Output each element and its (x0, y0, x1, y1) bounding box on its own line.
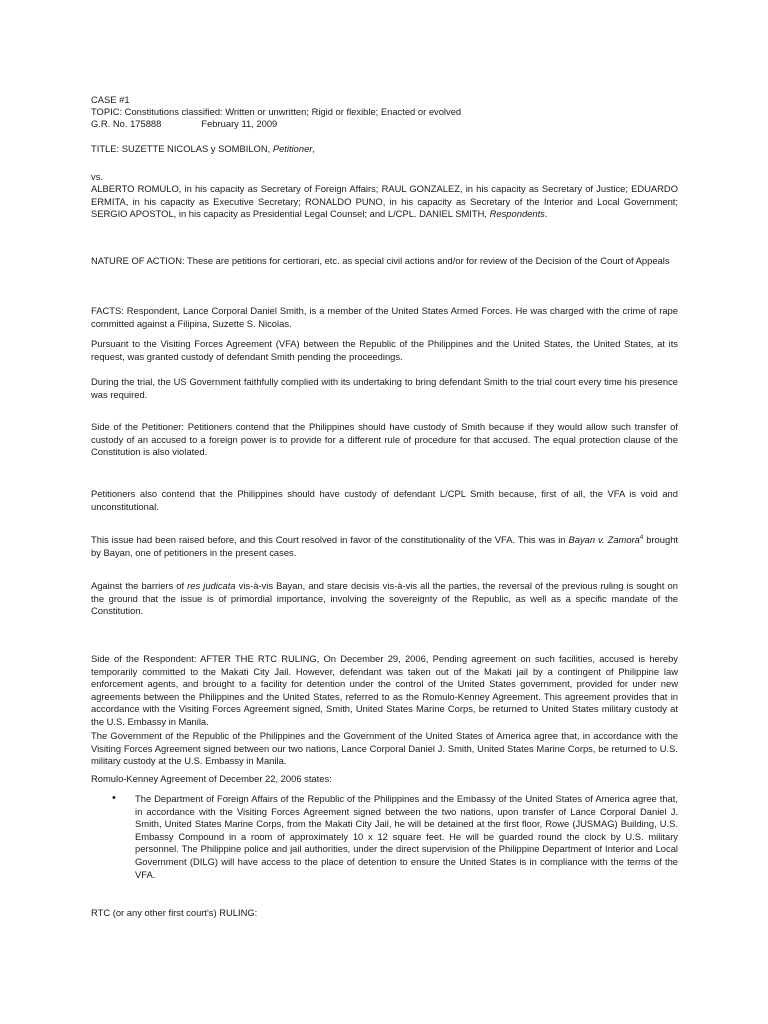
case-citation: Bayan v. Zamora (568, 534, 640, 545)
issue-pre: This issue had been raised before, and this Court resolved in favor of the constitutionality of the VFA. This was in (91, 534, 569, 545)
nature-of-action: NATURE OF ACTION: These are petitions for certiorari, etc. as special civil actions and/or for review of the Decision of the Court of Appeals (91, 255, 670, 266)
res-judicata-post: vis-à-vis Bayan, and stare decisis vis-à-vis all the parties, the reversal of the previous ruling is sought on the ground that the issue is of primordial importance, involving the sovereignty of the Republic, as well as a specific mandate of the Constitution. (91, 580, 678, 617)
res-judicata-paragraph (91, 580, 678, 618)
petitioner-role: Petitioner (272, 143, 313, 154)
petitioner-side-paragraph: Side of the Petitioner: Petitioners contend that the Philippines should have custody of Smith because if they would allow such transfer of custody of an accused to a foreign power is to provide for a different rule of procedure for that accused. The equal protection clause of the Constitution is also violated. (91, 421, 678, 458)
rtc-ruling-heading: RTC (or any other first court's) RULING: (91, 907, 258, 918)
gr-number: G.R. No. 175888 (91, 118, 162, 129)
title-suffix: , (312, 143, 316, 154)
respondents-text: ALBERTO ROMULO, in his capacity as Secretary of Foreign Affairs; RAUL GONZALEZ, in his capacity as Secretary of Justice; EDUARDO ERMITA, in his capacity as Executive Secretary; RONALDO PUNO, in his capacity as Secretary of the Interior and Local Government; SERGIO APOSTOL, in his capacity as Presidential Legal Counsel; and L/CPL. DANIEL SMITH, (91, 183, 678, 220)
facts-paragraph: FACTS: Respondent, Lance Corporal Daniel Smith, is a member of the United States Armed Forces. He was charged with the crime of rape committed against a Filipina, Suzette S. Nicolas. (91, 305, 678, 329)
issue-raised-paragraph (91, 534, 678, 559)
decision-date: February 11, 2009 (201, 118, 278, 129)
title-prefix: TITLE: SUZETTE NICOLAS y SOMBILON, (91, 143, 273, 154)
respondents-paragraph (91, 183, 678, 221)
case-title (91, 143, 315, 156)
vfa-custody-paragraph: Pursuant to the Visiting Forces Agreement (VFA) between the Republic of the Philippines and the United States, the United States, at its request, was granted custody of defendant Smith pending the proceedings. (91, 338, 678, 362)
issue-post: brought by Bayan, one of petitioners in the present cases. (91, 534, 679, 558)
respondent-side-paragraph: Side of the Respondent: AFTER THE RTC RULING, On December 29, 2006, Pending agreement on such facilities, accused is hereby temporarily committed to the Makati City Jail. However, defendant was taken out of the Makati jail by a contingent of Philippine law enforcement agents, and brought to a facility for detention under the control of the United States government, provided for under new agreements between the Philippines and the United States, referred to as the Romulo-Kenney Agreement. This agreement provides that in accordance with the Visiting Forces Agreement signed, Smith, United States Marine Corps, be returned to United States military custody at the U.S. Embassy in Manila. (91, 653, 678, 727)
respondents-suffix: . (544, 208, 548, 220)
trial-paragraph: During the trial, the US Government faithfully complied with its undertaking to bring defendant Smith to the trial court every time his presence was required. (91, 376, 678, 400)
romulo-kenney-heading: Romulo-Kenney Agreement of December 22, 2006 states: (91, 773, 332, 784)
res-judicata-pre: Against the barriers of (91, 580, 188, 591)
respondents-role: Respondents (489, 208, 545, 220)
footnote-ref: 4 (639, 534, 644, 541)
bullet-point-icon: • (112, 792, 116, 804)
petitioner-contend-paragraph: Petitioners also contend that the Philippines should have custody of defendant L/CPL Smith because, first of all, the VFA is void and unconstitutional. (91, 488, 678, 512)
government-agreement-paragraph: The Government of the Republic of the Philippines and the Government of the United States of America agree that, in accordance with the Visiting Forces Agreement signed between our two nations, Lance Corporal Daniel J. Smith, United States Marine Corps, be returned to U.S. military custody at the U.S. Embassy in Manila. (91, 730, 678, 767)
res-judicata-term: res judicata (187, 580, 236, 591)
case-number: CASE #1 (91, 94, 130, 105)
gr-line (91, 118, 277, 131)
topic-line: TOPIC: Constitutions classified: Written or unwritten; Rigid or flexible; Enacted or evolved (91, 106, 462, 117)
versus-label: vs. (91, 171, 103, 182)
agreement-bullet-text: The Department of Foreign Affairs of the Republic of the Philippines and the Embassy of the United States of America agree that, in accordance with the Visiting Forces Agreement signed between the two nations, upon transfer of Lance Corporal Daniel J. Smith, United States Marine Corps, from the Makati City Jail, he will be detained at the first floor, Rowe (JUSMAG) Building, U.S. Embassy Compound in a room of approximately 10 x 12 square feet. He will be guarded round the clock by U.S. military personnel. The Philippine police and jail authorities, under the direct supervision of the Philippine Department of Interior and Local Government (DILG) will have access to the place of detention to ensure the United States is in compliance with the terms of the VFA. (135, 793, 678, 880)
